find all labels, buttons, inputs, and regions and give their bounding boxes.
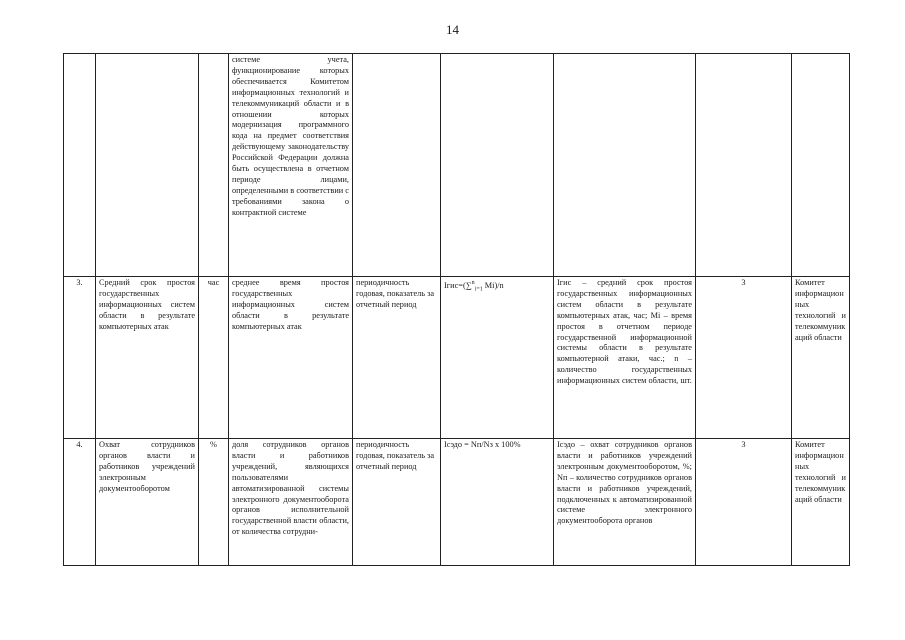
cell-num: 3.: [64, 277, 96, 439]
cell-periodicity: периодичность годовая, показатель за отчетный период: [353, 439, 441, 566]
formula-igis: Iгис=(∑$^n_{i=1}$ Mi)/n: [444, 280, 504, 293]
cell-periodicity: [353, 54, 441, 277]
table-row-continuation: [64, 54, 850, 277]
indicators-table: [63, 53, 850, 566]
cell-periodicity: периодичность годовая, показатель за отчетный период: [353, 277, 441, 439]
cell-category: 3: [696, 277, 792, 439]
cell-unit: [199, 54, 229, 277]
table-row-4: [64, 439, 850, 566]
cell-explanation: [554, 54, 696, 277]
cell-explanation: Iгис – средний срок простоя государственных информационных систем области в результате компьютерных атак, час; Mi – время простоя в отчетном периоде государственной информационной системы области в результате компьютерной атаки, час.; n – количество государственных информационных систем области, шт.: [554, 277, 696, 439]
cell-description: системе учета, функционирование которых обеспечивается Комитетом информационных технологий и телекоммуникаций области и в отношении которых модернизация программного кода на предмет соответствия действующему законодательству Российской Федерации должна быть осуществлена в отчетном периоде лицами, определенными в соответствии с требованиями закона о контрактной системе: [229, 54, 353, 277]
cell-category: [696, 54, 792, 277]
table-row-3: [64, 277, 850, 439]
cell-unit: %: [199, 439, 229, 566]
cell-formula: [441, 277, 554, 439]
page-number: 14: [446, 22, 459, 37]
cell-responsible: Комитет информационных технологий и телекоммуникаций области: [792, 277, 850, 439]
cell-responsible: [792, 54, 850, 277]
cell-num: [64, 54, 96, 277]
cell-name: Средний срок простоя государственных информационных систем области в результате компьютерных атак: [96, 277, 199, 439]
cell-explanation: Iсэдо – охват сотрудников органов власти и работников учреждений электронным документооборотом, %; Nп – количество сотрудников органов власти и работников учреждений, подключенных к автоматизированной системе электронного документооборота органов: [554, 439, 696, 566]
cell-num: 4.: [64, 439, 96, 566]
formula-isedo: Iсэдо = Nп/Nз х 100%: [444, 440, 521, 449]
cell-responsible: Комитет информационных технологий и телекоммуникаций области: [792, 439, 850, 566]
cell-formula: [441, 54, 554, 277]
cell-description: среднее время простоя государственных информационных систем области в результате компьютерных атак: [229, 277, 353, 439]
cell-category: 3: [696, 439, 792, 566]
cell-name: Охват сотрудников органов власти и работников учреждений электронным документооборотом: [96, 439, 199, 566]
cell-unit: час: [199, 277, 229, 439]
cell-name: [96, 54, 199, 277]
cell-description: доля сотрудников органов власти и работников учреждений, являющихся пользователями автоматизированной системы электронного документооборота органов исполнительной государственной власти области, от количества сотрудни-: [229, 439, 353, 566]
cell-formula: [441, 439, 554, 566]
